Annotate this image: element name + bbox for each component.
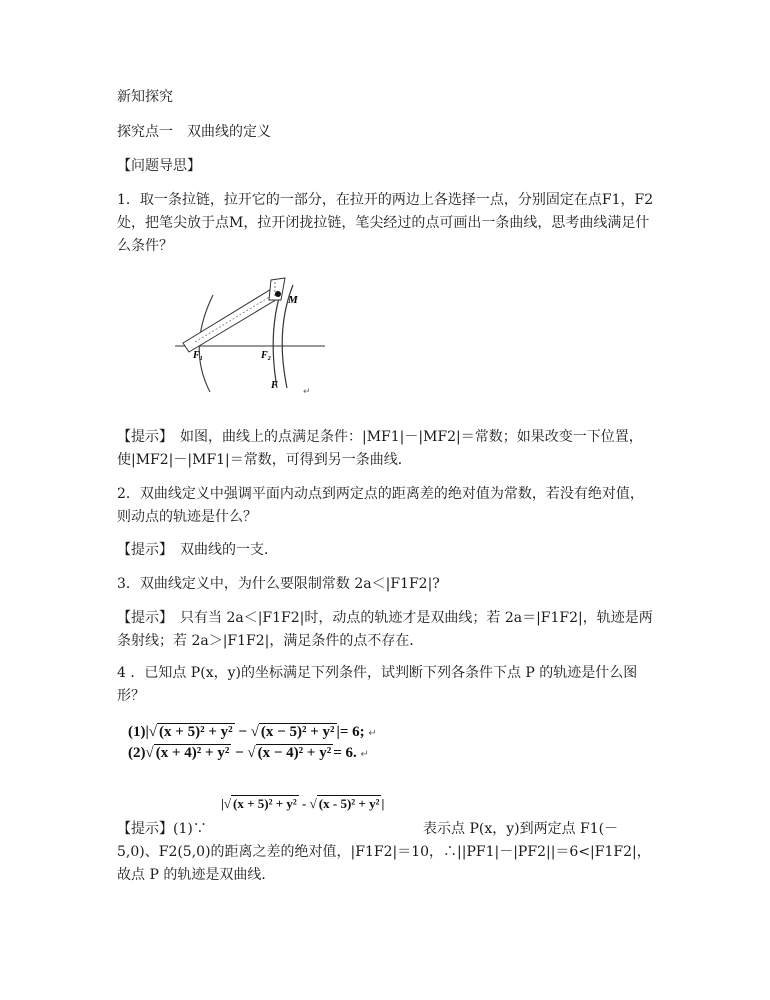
hint-4-rest: 5,0)、F2(5,0)的距离之差的绝对值，|F1F2|＝10，∴||PF1|－|PF2||＝6<|F1F2|，故点 P 的轨迹是双曲线．	[117, 844, 651, 883]
condition-2-tail: = 6.	[333, 745, 357, 761]
condition-2: (2)√ (x + 4)² + y² − √ (x − 4)² + y² = 6. ↵	[128, 745, 369, 761]
condition-1-label: (1)|	[128, 724, 149, 740]
question-4: 4 ．已知点 P(x，y)的坐标满足下列条件，试判断下列各条件下点 P 的轨迹是什么图形？	[117, 665, 638, 704]
condition-2-minus: −	[235, 745, 244, 761]
hint-4-formula-term-a: (x + 5)² + y²	[233, 796, 297, 811]
subsection-title: 探究点一 双曲线的定义	[117, 124, 271, 140]
condition-2-term-b: (x − 4)² + y²	[257, 745, 332, 761]
hint-4-after: 表示点 P(x，y)到两定点 F1(－	[423, 821, 619, 837]
condition-2-term-a: (x + 4)² + y²	[155, 745, 230, 761]
label-f1: F₁	[193, 350, 204, 361]
hint-4-formula-open: |	[221, 796, 224, 811]
label-f: F	[271, 380, 278, 391]
condition-2-mark: ↵	[360, 749, 369, 760]
condition-1-minus: −	[238, 724, 247, 740]
paragraph-mark: ↵	[303, 387, 311, 397]
condition-1-term-a: (x + 5)² + y²	[159, 724, 233, 740]
condition-1-term-b: (x − 5)² + y²	[260, 724, 335, 740]
condition-2-label: (2)	[128, 745, 146, 761]
section-title: 新知探究	[117, 89, 173, 105]
condition-1: (1)|√ (x + 5)² + y² − √ (x − 5)² + y² |= 6; ↵	[128, 724, 377, 740]
pen-tip	[275, 291, 281, 297]
guide-header: 【问题导思】	[117, 158, 201, 174]
question-1: 1．取一条拉链，拉开它的一部分，在拉开的两边上各选择一点，分别固定在点F1，F2处，把笔尖放于点M，拉开闭拢拉链，笔尖经过的点可画出一条曲线，思考曲线满足什么条件？	[117, 192, 654, 254]
zipper-hyperbola-figure	[175, 270, 325, 400]
hint-4-formula: |√ (x + 5)² + y² - √ (x - 5)² + y² |	[221, 796, 385, 811]
hint-4-lead: 【提示】(1)∵	[117, 821, 207, 837]
condition-1-tail: |= 6;	[336, 724, 365, 740]
question-2: 2．双曲线定义中强调平面内动点到两定点的距离差的绝对值为常数，若没有绝对值，则动点的轨迹是什么？	[117, 486, 644, 525]
hint-2: 【提示】 双曲线的一支．	[117, 542, 278, 558]
question-3: 3．双曲线定义中，为什么要限制常数 2a＜|F1F2|?	[117, 576, 440, 592]
zipper-arm-left	[183, 288, 279, 352]
condition-1-mark: ↵	[368, 728, 377, 739]
hint-3: 【提示】 只有当 2a＜|F1F2|时，动点的轨迹才是双曲线；若 2a＝|F1F2|，轨迹是两条射线；若 2a＞|F1F2|，满足条件的点不存在．	[117, 610, 653, 649]
hint-4-formula-term-b: (x - 5)² + y²	[318, 796, 380, 811]
label-f2: F₂	[261, 350, 272, 361]
label-m: M	[288, 294, 298, 306]
hint-4-formula-minus: -	[302, 796, 307, 811]
hint-4-formula-close: |	[381, 796, 385, 811]
hint-1: 【提示】 如图，曲线上的点满足条件：|MF1|－|MF2|＝常数；如果改变一下位置，使|MF2|－|MF1|＝常数，可得到另一条曲线．	[117, 429, 643, 468]
